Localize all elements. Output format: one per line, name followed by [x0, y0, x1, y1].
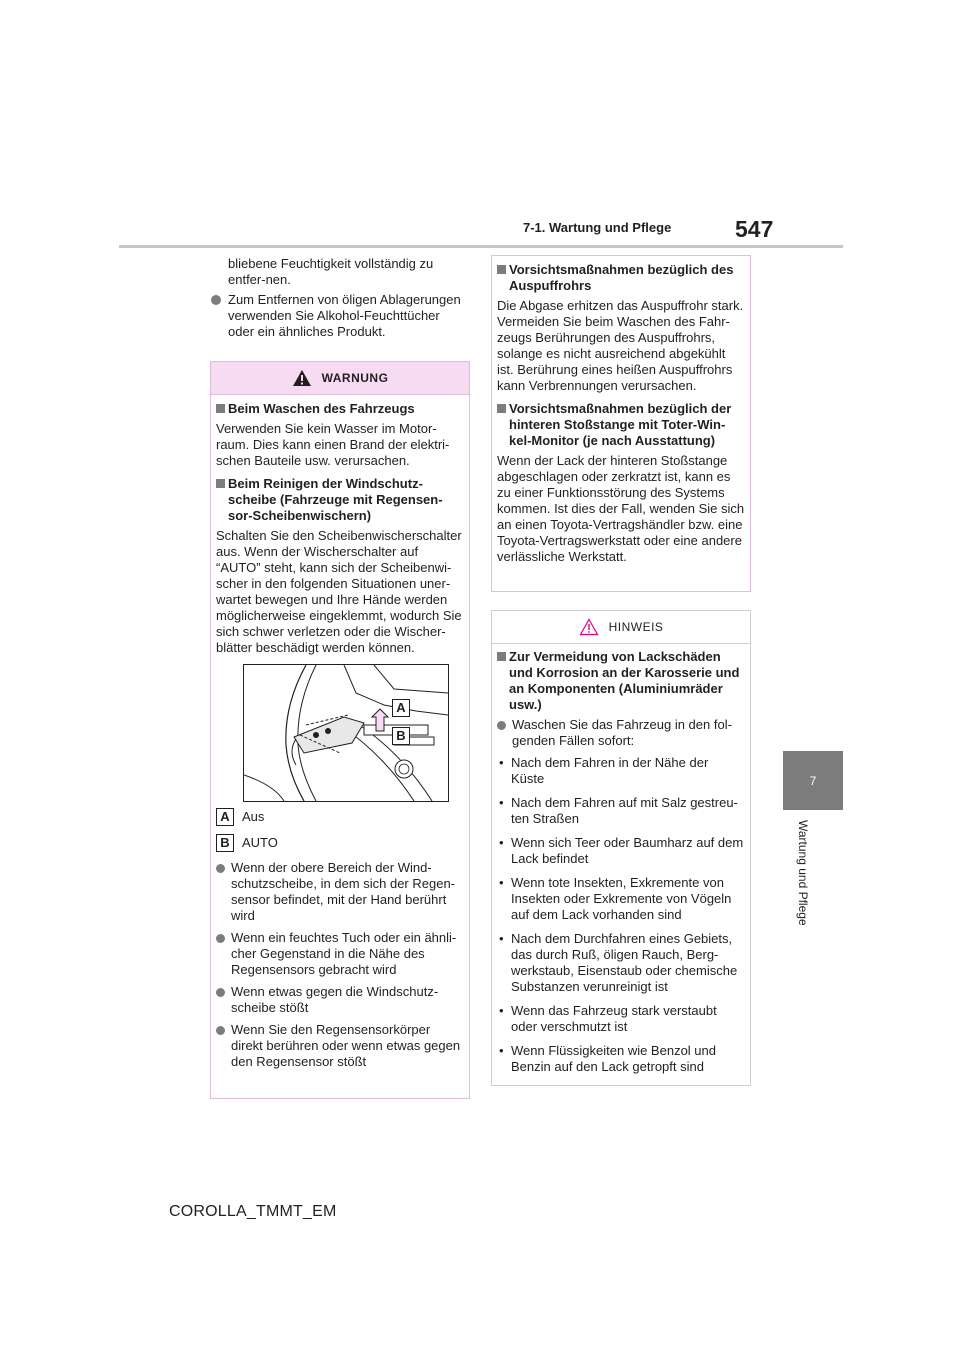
notice-box [491, 610, 751, 1086]
list-item-text: Nach dem Fahren auf mit Salz gestreu-ten Straßen [511, 795, 738, 826]
warning-box-continued-body [492, 256, 750, 565]
legend-letter: A [216, 808, 234, 826]
warning-section-title [497, 262, 745, 294]
bullet-dot-icon [497, 721, 506, 730]
warning-section-title [216, 401, 464, 417]
list-item-text: Wenn tote Insekten, Exkremente von Insekten oder Exkremente von Vögeln auf dem Lack vorhanden sind [511, 875, 732, 922]
list-item [497, 1043, 745, 1075]
caution-triangle-icon [579, 618, 599, 636]
square-bullet-icon [497, 265, 506, 274]
bullet-icon: • [499, 835, 504, 850]
intro-bullet [211, 292, 467, 340]
square-bullet-icon [216, 404, 225, 413]
chapter-side-label-text: Wartung und Pflege [796, 820, 810, 926]
warning-section-text: Schalten Sie den Scheibenwischerschalter aus. Wenn der Wischerschalter auf “AUTO” steht, kann sich der Scheibenwi-scher in den folgenden Situationen uner-wartet bewegen und Ihre Hände werden möglicherweise eingeklemmt, wodurch Sie sich schwer verletzen oder die Wischer-blätter beschädigt werden können. [216, 528, 462, 655]
list-item [216, 860, 464, 924]
notice-box-header [492, 611, 750, 644]
bullet-icon: • [499, 795, 504, 810]
notice-section-title-text: Zur Vermeidung von Lackschäden und Korrosion an der Karosserie und an Komponenten (Aluminiumräder usw.) [509, 649, 740, 712]
list-item-text: Nach dem Fahren in der Nähe der Küste [511, 755, 709, 786]
warning-section-text: Wenn der Lack der hinteren Stoßstange abgeschlagen oder zerkratzt ist, kann es zu einer Funktionsstörung des Systems kommen. Ist dies der Fall, wenden Sie sich an einen Toyota-Vertragshändler bzw. eine Toyota-Vertragswerkstatt oder eine andere verlässliche Werkstatt. [497, 453, 745, 564]
figure-label-b: B [392, 727, 410, 745]
bullet-dot-icon [211, 295, 221, 305]
list-item-text: Nach dem Durchfahren eines Gebiets, das durch Ruß, öligen Rauch, Berg-werkstaub, Eisenstaub oder chemische Substanzen verunreinigt ist [511, 931, 738, 994]
model-code-footer: COROLLA_TMMT_EM [169, 1203, 337, 1220]
intro-bullet-text: Zum Entfernen von öligen Ablagerungen verwenden Sie Alkohol-Feuchttücher oder ein ähnliches Produkt. [228, 292, 461, 339]
legend-text: Aus [242, 809, 265, 824]
bullet-icon: • [499, 1003, 504, 1018]
list-item [497, 1003, 745, 1035]
bullet-icon: • [499, 931, 504, 946]
list-item-text: Wenn ein feuchtes Tuch oder ein ähnli-cher Gegenstand in die Nähe des Regensensors gebracht wird [231, 930, 457, 977]
warning-section-title [497, 401, 745, 449]
bullet-icon: • [499, 755, 504, 770]
warning-box-body [211, 395, 469, 1070]
square-bullet-icon [497, 652, 506, 661]
bullet-dot-icon [216, 864, 225, 873]
legend-row [216, 808, 464, 826]
list-item [497, 875, 745, 923]
warning-section-title-text: Beim Reinigen der Windschutz-scheibe (Fahrzeuge mit Regensen-sor-Scheibenwischern) [228, 476, 443, 523]
legend-letter: B [216, 834, 234, 852]
warning-section-title-text: Vorsichtsmaßnahmen bezüglich des Auspuffrohrs [509, 262, 734, 293]
intro-continuation: bliebene Feuchtigkeit vollständig zu entfer-nen. [228, 256, 434, 287]
warning-section-title-text: Beim Waschen des Fahrzeugs [228, 401, 415, 416]
steering-column-drawing [244, 665, 448, 801]
list-item [216, 1022, 464, 1070]
list-item-text: Wenn das Fahrzeug stark verstaubt oder verschmutzt ist [511, 1003, 717, 1034]
bullet-dot-icon [216, 988, 225, 997]
notice-lead-bullet-text: Waschen Sie das Fahrzeug in den fol-genden Fällen sofort: [512, 717, 732, 748]
list-item [497, 795, 745, 827]
list-item [216, 930, 464, 978]
square-bullet-icon [497, 404, 506, 413]
bullet-icon: • [499, 1043, 504, 1058]
warning-section-title-text: Vorsichtsmaßnahmen bezüglich der hinteren Stoßstange mit Toter-Win-kel-Monitor (je nach Ausstattung) [509, 401, 732, 448]
chapter-side-label [759, 820, 849, 940]
chapter-tab-number: 7 [809, 773, 817, 788]
warning-title: WARNUNG [321, 371, 389, 385]
notice-lead-bullet [497, 717, 745, 749]
warning-section-text: Die Abgase erhitzen das Auspuffrohr stark. Vermeiden Sie beim Waschen des Fahr-zeugs Berührungen des Auspuffrohrs, solange es nicht ausreichend abgekühlt ist. Berührung eines heißen Auspuffrohrs kann Verbrennungen verursachen. [497, 298, 744, 393]
bullet-dot-icon [216, 1026, 225, 1035]
bullet-dot-icon [216, 934, 225, 943]
intro-text [211, 256, 467, 346]
list-item-text: Wenn Flüssigkeiten wie Benzol und Benzin auf den Lack getropft sind [511, 1043, 716, 1074]
list-item-text: Wenn der obere Bereich der Wind-schutzscheibe, in dem sich der Regen-sensor befindet, mit der Hand berührt wird [231, 860, 456, 923]
list-item-text: Wenn etwas gegen die Windschutz-scheibe stößt [231, 984, 439, 1015]
page-number: 547 [735, 216, 774, 242]
notice-title: HINWEIS [608, 620, 664, 634]
list-item [497, 835, 745, 867]
list-item-text: Wenn Sie den Regensensorkörper direkt berühren oder wenn etwas gegen den Regensensor stößt [231, 1022, 461, 1069]
warning-triangle-icon [292, 369, 312, 387]
warning-box-continued [491, 255, 751, 592]
warning-section-title [216, 476, 464, 524]
legend-row [216, 834, 464, 852]
notice-box-body [492, 644, 750, 1075]
warning-box [210, 361, 470, 1099]
list-item [497, 755, 745, 787]
list-item [216, 984, 464, 1016]
warning-section-text: Verwenden Sie kein Wasser im Motor-raum. Dies kann einen Brand der elektri-schen Bauteile usw. verursachen. [216, 421, 450, 468]
bullet-icon: • [499, 875, 504, 890]
header-divider [119, 245, 843, 248]
notice-section-title [497, 649, 745, 713]
chapter-tab [783, 751, 843, 810]
legend-text: AUTO [242, 835, 278, 850]
chapter-title: 7-1. Wartung und Pflege [523, 220, 672, 235]
warning-box-header [211, 362, 469, 395]
list-item-text: Wenn sich Teer oder Baumharz auf dem Lack befindet [511, 835, 744, 866]
wiper-switch-illustration [243, 664, 449, 802]
square-bullet-icon [216, 479, 225, 488]
list-item [497, 931, 745, 995]
figure-label-a: A [392, 699, 410, 717]
